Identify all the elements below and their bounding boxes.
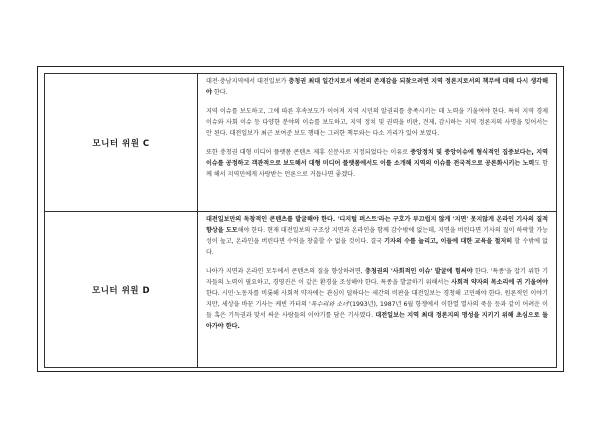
- paragraph: [206, 106, 548, 139]
- body-text: 대전·충남지역에서 대전일보가: [206, 78, 289, 85]
- body-text: 해야 한다. 현재 대전일보의 구조상 지면과 온라인을 함께 감수밖에 없는데, 지면을 버린다면 기사의 질이 하락할 가능성이 높고, 온라인을 버린다면 수익을 창출할 수 없을 것이다. 결국: [206, 227, 548, 245]
- body-text: 할 수밖에 없다.: [206, 238, 548, 256]
- body-text: 도 함께 해서 지역민에게 사랑받는 언론으로 거듭나면 좋겠다.: [206, 160, 548, 178]
- body-text: (1993년), 1987년 6월 항쟁에서 이한열 열사의 죽음 등과 같이 어려운 이들 혹은 기득권과 맞서 싸운 사람들의 이야기를 담은 기사였다.: [206, 301, 548, 319]
- paragraph: [206, 76, 548, 98]
- body-text: '독수리와 소녀': [308, 301, 350, 308]
- body-text: 지역 이슈를 보도하고, 그에 따른 후속보도가 이어져 지역 시민의 알권리를 충족시키는 데 노력을 기울여야 한다. 특히 지역 경제 이슈와 사회 이슈 등 다양한 분야의 이슈를 보도하고, 지역 정치 및 권력을 비판, 견제, 감시하는 지역 정론지의 사명을 잊어서는 안 된다. 대전일보가 최근 보여준 보도 행태는 그러한 책무와는 다소 거리가 있어 보였다.: [206, 108, 548, 137]
- emphasis-text: 해야 한다. '디지털 퍼스트'라는 구호가 부끄럽지 않게 '지면' 못지않게 온라인 기사의 질적 향상을 도모: [206, 216, 548, 234]
- emphasis-text: 대전일보만의 독창적인 콘텐츠를 발굴: [206, 216, 308, 223]
- row-content: [198, 74, 557, 212]
- body-text: 한다. 시민·노동자를 비롯해 사회적 약자에는 관심이 덜하다는 세간의 비판을 대전일보는 경청해 고민해야 한다. 원론적인 이야기지만, 세상을 바꾼 기사는 케빈 카터의: [206, 290, 548, 308]
- emphasis-text: 충청권의 '사회적인 이슈' 발굴에 힘써야: [364, 268, 473, 275]
- emphasis-text: 충청권 최대 일간지로서 예전의 존재감을 되찾으려면 지역 정론지로서의 책무에 대해 다시 생각해야: [206, 78, 548, 96]
- row-label: 모니터 위원 C: [45, 74, 198, 212]
- emphasis-text: 기자의 수를 늘리고, 이들에 대한 교육을 철저히: [384, 238, 513, 245]
- paragraph: [206, 266, 548, 332]
- body-text: 또한 충청권 대형 미디어 플랫폼 콘텐츠 제휴 신문사로 지정되었다는 이유로: [206, 149, 411, 156]
- emphasis-text: 대전일보는 지역 최대 정론지의 명성을 지키기 위해 초심으로 돌아가야 한다.: [206, 312, 548, 330]
- row-label: 모니터 위원 D: [45, 212, 198, 368]
- row-content: [198, 212, 557, 368]
- document-frame: [37, 66, 564, 372]
- body-text: 나아가 지면과 온라인 모두에서 콘텐츠의 질을 향상하려면,: [206, 268, 365, 275]
- body-text: 한다.: [211, 89, 228, 96]
- emphasis-text: 사회적 약자의 목소리에 귀 기울여야: [451, 279, 548, 286]
- paragraph: [206, 147, 548, 180]
- monitor-opinion-table: [44, 73, 557, 368]
- emphasis-text: 중앙정치 및 중앙이슈에 형식적인 집중보다는, 지역 이슈를 공정하고 객관적으로 보도해서 대형 미디어 플랫폼에서도 이를 소개해 지역의 이슈를 전국적으로 공론화시키는 노력: [206, 149, 548, 167]
- body-text: 한다. '특종'을 잡기 위한 기자들의 노력이 필요하고, 경영진은 이 같은 환경을 조성해야 한다. 특종을 발굴하기 위해서는: [206, 268, 549, 286]
- paragraph: [206, 214, 548, 258]
- table-row: [45, 212, 557, 368]
- table-row: [45, 74, 557, 212]
